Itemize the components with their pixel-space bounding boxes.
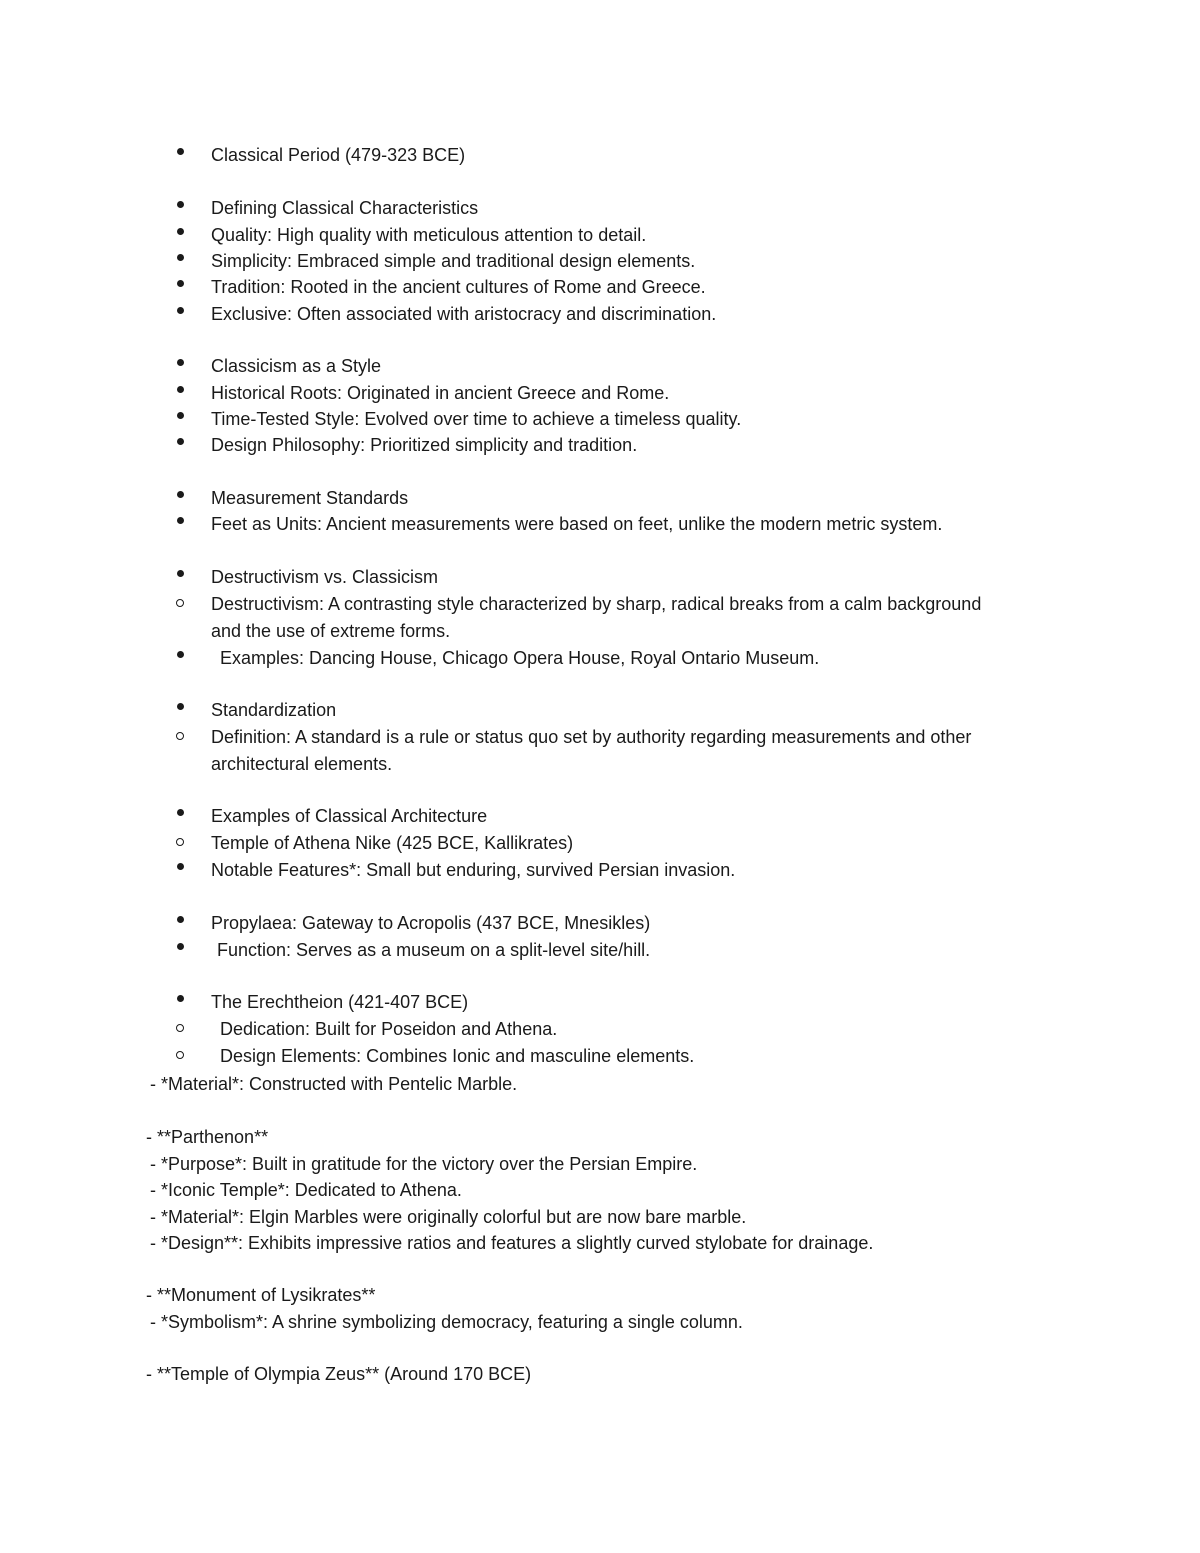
list-item-text: Simplicity: Embraced simple and traditional design elements. — [211, 251, 696, 271]
bullet-icon — [172, 937, 188, 963]
list-item-text: The Erechtheion (421-407 BCE) — [211, 992, 469, 1012]
list-item-text: architectural elements. — [211, 754, 393, 774]
list-item-text: Destructivism: A contrasting style characterized by sharp, radical breaks from a calm background — [211, 594, 982, 614]
bullet-icon — [172, 274, 188, 300]
text-line-content: - *Design**: Exhibits impressive ratios and features a slightly curved stylobate for drainage. — [150, 1233, 874, 1253]
list-item-text: Examples of Classical Architecture — [211, 806, 488, 826]
text-line-content: - **Monument of Lysikrates** — [146, 1285, 376, 1305]
list-item-text: Function: Serves as a museum on a split-level site/hill. — [217, 940, 651, 960]
bullet-icon — [172, 222, 188, 248]
circle-bullet-icon — [172, 830, 188, 856]
circle-bullet-icon — [172, 1016, 188, 1042]
bullet-icon — [172, 432, 188, 458]
bullet-icon — [172, 511, 188, 537]
text-line-content: - *Iconic Temple*: Dedicated to Athena. — [150, 1180, 462, 1200]
list-item-text: Destructivism vs. Classicism — [211, 567, 439, 587]
bullet-icon — [172, 989, 188, 1015]
circle-bullet-icon — [172, 724, 188, 750]
list-item-text: Propylaea: Gateway to Acropolis (437 BCE, Mnesikles) — [211, 913, 651, 933]
list-item-text: Design Elements: Combines Ionic and masculine elements. — [220, 1046, 695, 1066]
bullet-icon — [172, 564, 188, 590]
list-item-text: Examples: Dancing House, Chicago Opera House, Royal Ontario Museum. — [220, 648, 820, 668]
list-item-text: Measurement Standards — [211, 488, 409, 508]
bullet-icon — [172, 485, 188, 511]
bullet-icon — [172, 857, 188, 883]
bullet-icon — [172, 142, 188, 168]
bullet-icon — [172, 645, 188, 671]
circle-bullet-icon — [172, 1043, 188, 1069]
text-line-content: - *Material*: Constructed with Pentelic Marble. — [150, 1074, 518, 1094]
text-line-content: - *Purpose*: Built in gratitude for the victory over the Persian Empire. — [150, 1154, 698, 1174]
list-item-text: Tradition: Rooted in the ancient cultures of Rome and Greece. — [211, 277, 706, 297]
text-line-content: - **Temple of Olympia Zeus** (Around 170 BCE) — [146, 1364, 532, 1384]
list-item-text: Classical Period (479-323 BCE) — [211, 145, 466, 165]
list-item-text: Dedication: Built for Poseidon and Athena. — [220, 1019, 558, 1039]
circle-bullet-icon — [172, 591, 188, 617]
list-item-text: Feet as Units: Ancient measurements were based on feet, unlike the modern metric system. — [211, 514, 943, 534]
list-item-text: Temple of Athena Nike (425 BCE, Kallikrates) — [211, 833, 574, 853]
bullet-icon — [172, 910, 188, 936]
list-item-text: Definition: A standard is a rule or status quo set by authority regarding measurements and other — [211, 727, 972, 747]
list-item-text: Time-Tested Style: Evolved over time to achieve a timeless quality. — [211, 409, 742, 429]
text-line-content: - *Symbolism*: A shrine symbolizing democracy, featuring a single column. — [150, 1312, 743, 1332]
list-item-text: Quality: High quality with meticulous attention to detail. — [211, 225, 647, 245]
list-item-text: and the use of extreme forms. — [211, 621, 451, 641]
bullet-icon — [172, 380, 188, 406]
list-item-text: Defining Classical Characteristics — [211, 198, 479, 218]
bullet-icon — [172, 803, 188, 829]
text-line-content: - **Parthenon** — [146, 1127, 269, 1147]
bullet-icon — [172, 353, 188, 379]
bullet-icon — [172, 697, 188, 723]
bullet-icon — [172, 195, 188, 221]
bullet-icon — [172, 248, 188, 274]
text-line-content: - *Material*: Elgin Marbles were originally colorful but are now bare marble. — [150, 1207, 747, 1227]
bullet-icon — [172, 301, 188, 327]
list-item-text: Notable Features*: Small but enduring, survived Persian invasion. — [211, 860, 736, 880]
bullet-icon — [172, 406, 188, 432]
list-item-text: Exclusive: Often associated with aristocracy and discrimination. — [211, 304, 717, 324]
list-item-text: Classicism as a Style — [211, 356, 382, 376]
list-item-text: Historical Roots: Originated in ancient Greece and Rome. — [211, 383, 670, 403]
list-item-text: Standardization — [211, 700, 337, 720]
list-item-text: Design Philosophy: Prioritized simplicity and tradition. — [211, 435, 638, 455]
